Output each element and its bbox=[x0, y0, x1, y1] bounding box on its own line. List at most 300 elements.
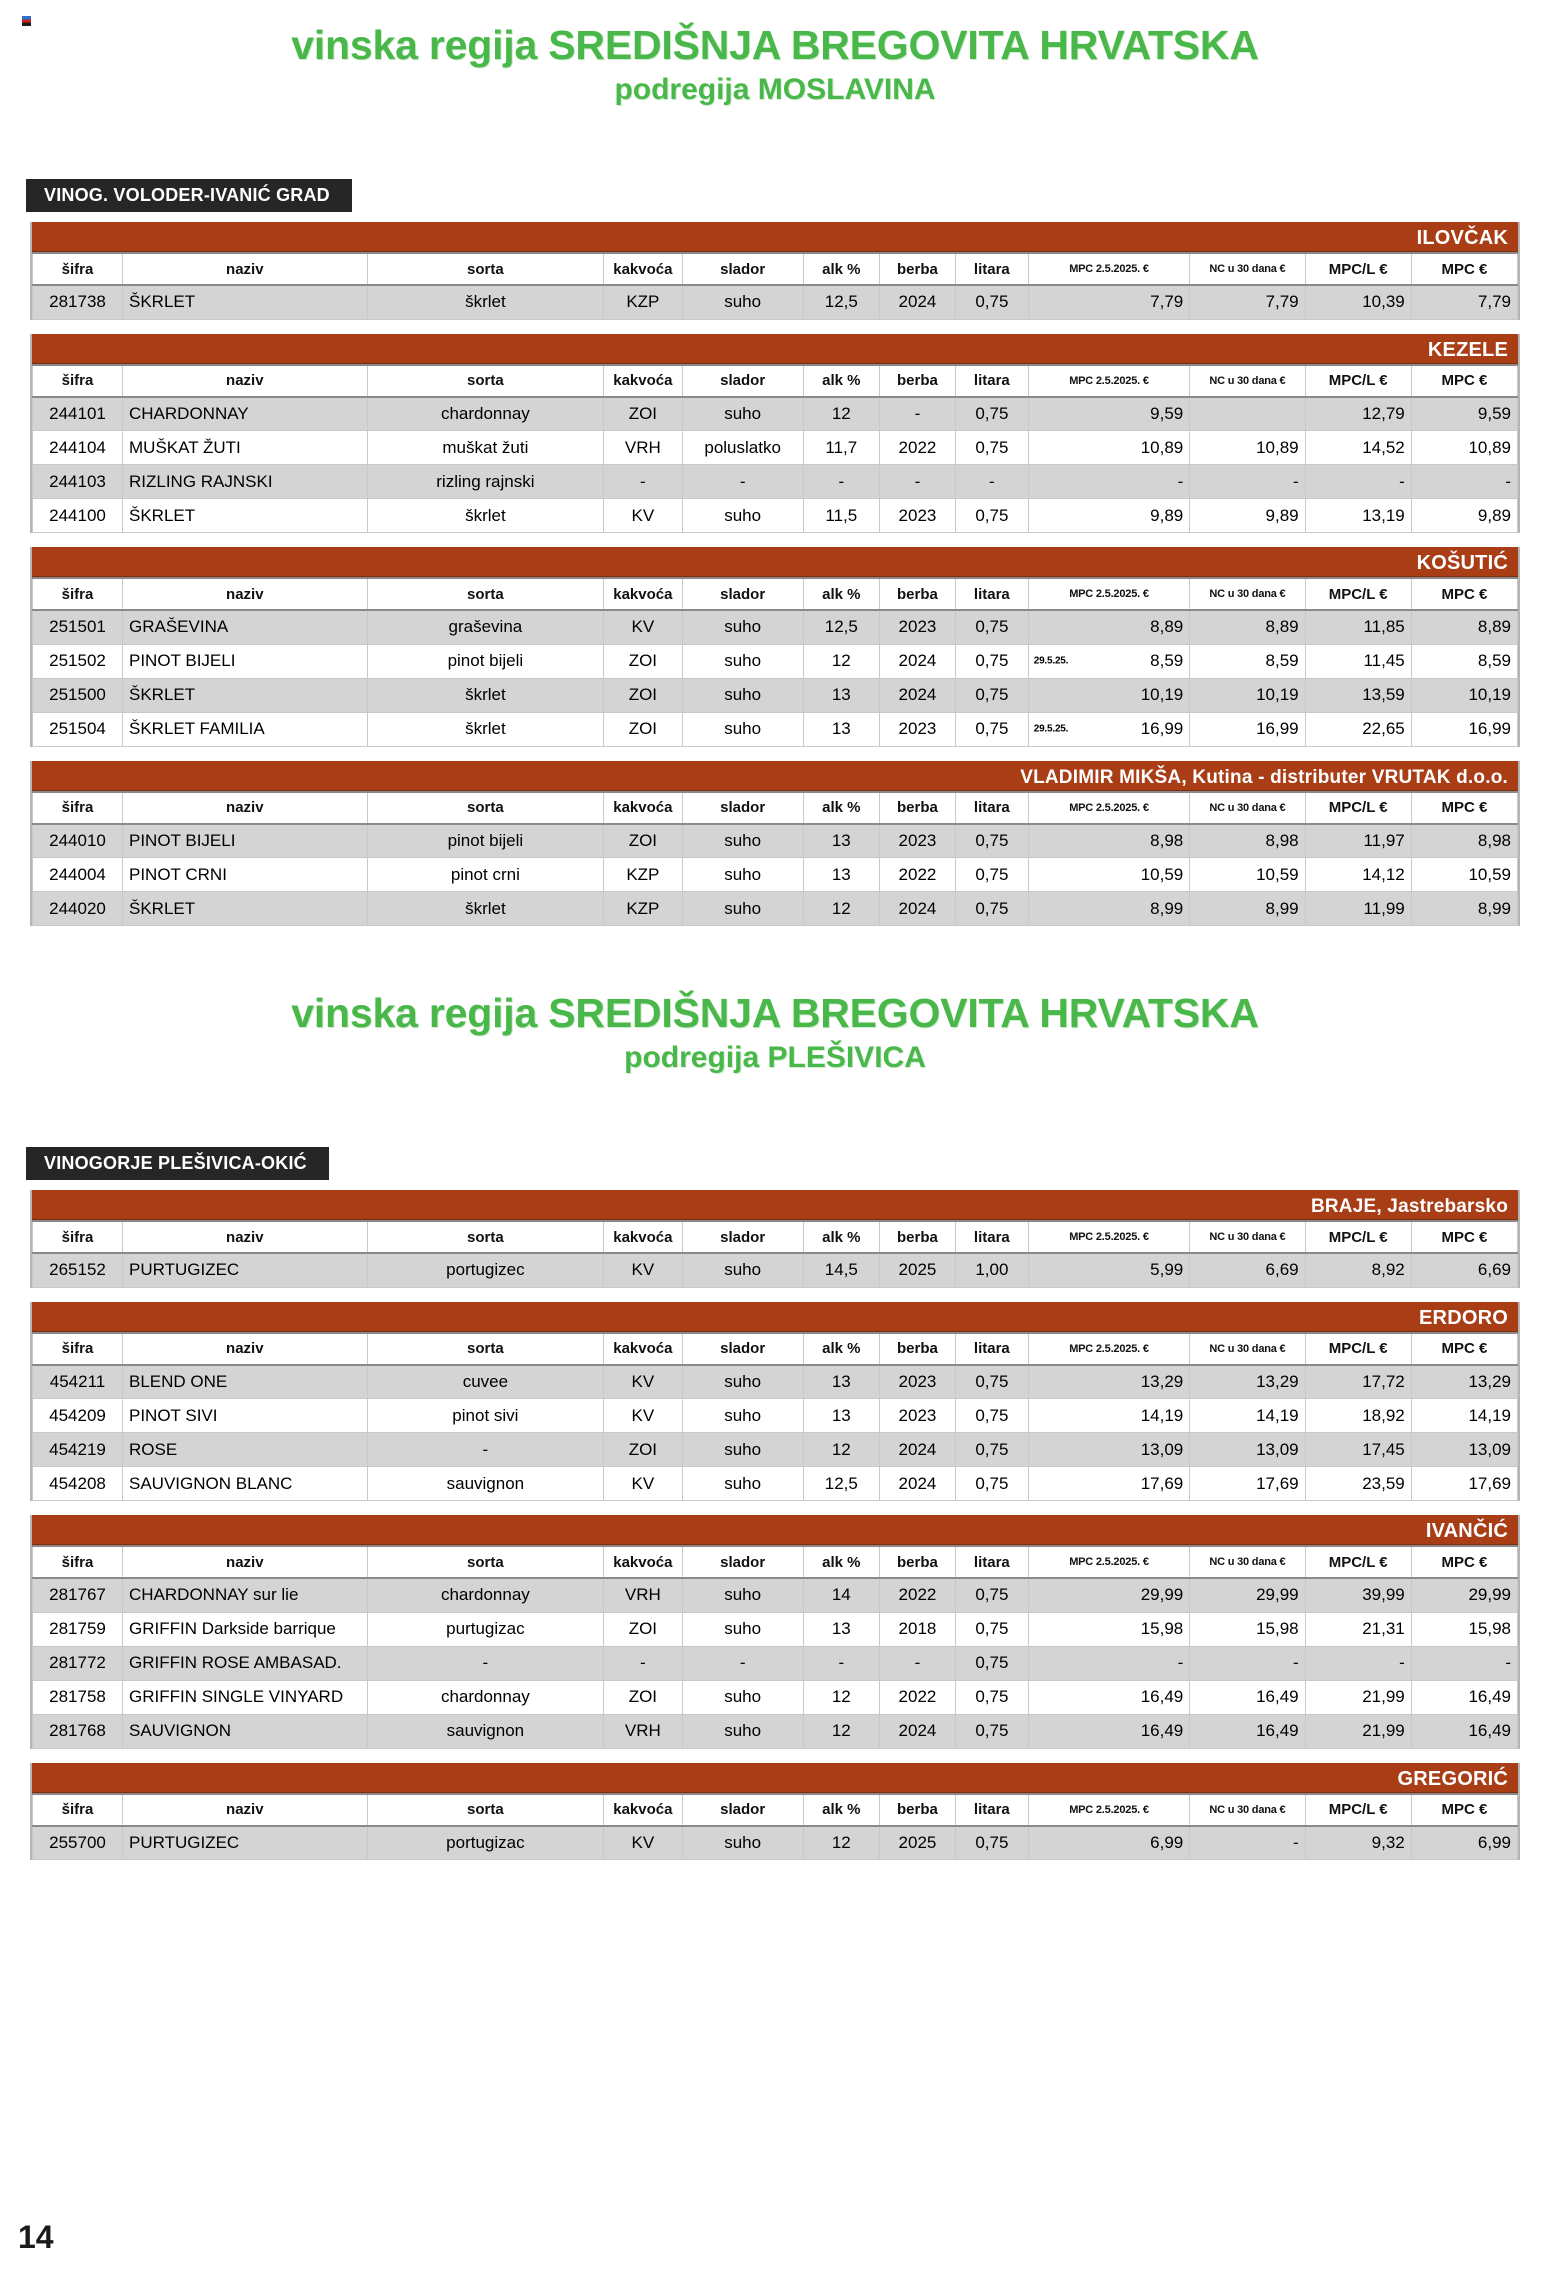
cell-nc-30: 29,99 bbox=[1190, 1578, 1305, 1612]
cell-kakvoca: KV bbox=[604, 1467, 682, 1501]
cell-berba: 2023 bbox=[879, 610, 955, 644]
column-header-5: alk % bbox=[803, 792, 879, 824]
cell-sifra: 454219 bbox=[33, 1433, 123, 1467]
column-header-4: slador bbox=[682, 1221, 803, 1253]
cell-sifra: 281767 bbox=[33, 1578, 123, 1612]
cell-litara: 0,75 bbox=[956, 1646, 1029, 1680]
cell-berba: 2025 bbox=[879, 1826, 955, 1860]
cell-litara: 0,75 bbox=[956, 610, 1029, 644]
cell-sifra: 244103 bbox=[33, 465, 123, 499]
cell-naziv: PINOT SIVI bbox=[123, 1399, 368, 1433]
column-header-9: NC u 30 dana € bbox=[1190, 253, 1305, 285]
cell-sorta: chardonnay bbox=[367, 1578, 604, 1612]
column-header-8: MPC 2.5.2025. € bbox=[1028, 1794, 1190, 1826]
cell-mpc-date: 7,79 bbox=[1028, 285, 1190, 319]
cell-berba: 2023 bbox=[879, 1399, 955, 1433]
cell-sorta: - bbox=[367, 1646, 604, 1680]
cell-mpc-date: 10,19 bbox=[1028, 678, 1190, 712]
cell-naziv: SAUVIGNON bbox=[123, 1714, 368, 1748]
cell-mpc-per-liter: - bbox=[1305, 1646, 1411, 1680]
cell-litara: 0,75 bbox=[956, 1578, 1029, 1612]
cell-berba: 2022 bbox=[879, 1680, 955, 1714]
cell-mpc-per-liter: 11,99 bbox=[1305, 892, 1411, 926]
column-header-8: MPC 2.5.2025. € bbox=[1028, 1333, 1190, 1365]
cell-naziv: PINOT BIJELI bbox=[123, 824, 368, 858]
column-header-7: litara bbox=[956, 1546, 1029, 1578]
cell-kakvoca: KZP bbox=[604, 858, 682, 892]
table-row bbox=[33, 610, 1518, 644]
table-row bbox=[33, 1612, 1518, 1646]
column-header-9: NC u 30 dana € bbox=[1190, 578, 1305, 610]
cell-slador: - bbox=[682, 465, 803, 499]
cell-mpc-per-liter: 12,79 bbox=[1305, 397, 1411, 431]
table-row bbox=[33, 285, 1518, 319]
cell-kakvoca: VRH bbox=[604, 1714, 682, 1748]
cell-sifra: 281758 bbox=[33, 1680, 123, 1714]
cell-mpc-per-liter: 17,45 bbox=[1305, 1433, 1411, 1467]
cell-alk: 12 bbox=[803, 397, 879, 431]
producer-block bbox=[30, 547, 1520, 747]
cell-slador: suho bbox=[682, 610, 803, 644]
wine-table bbox=[32, 1332, 1518, 1502]
cell-mpc-date bbox=[1028, 712, 1190, 746]
cell-mpc: 16,49 bbox=[1411, 1680, 1517, 1714]
cell-kakvoca: KV bbox=[604, 610, 682, 644]
wine-table bbox=[32, 577, 1518, 747]
cell-sifra: 255700 bbox=[33, 1826, 123, 1860]
column-header-1: naziv bbox=[123, 792, 368, 824]
cell-naziv: ŠKRLET FAMILIA bbox=[123, 712, 368, 746]
cell-kakvoca: - bbox=[604, 465, 682, 499]
column-header-3: kakvoća bbox=[604, 1546, 682, 1578]
column-header-7: litara bbox=[956, 1333, 1029, 1365]
cell-mpc-per-liter: 11,97 bbox=[1305, 824, 1411, 858]
cell-mpc-date: 5,99 bbox=[1028, 1253, 1190, 1287]
cell-berba: 2023 bbox=[879, 1365, 955, 1399]
region-heading bbox=[0, 0, 1550, 107]
cell-sorta: škrlet bbox=[367, 499, 604, 533]
region-title bbox=[0, 24, 1550, 67]
column-header-0: šifra bbox=[33, 365, 123, 397]
cell-alk: 12 bbox=[803, 644, 879, 678]
cell-sifra: 244004 bbox=[33, 858, 123, 892]
cell-kakvoca: KZP bbox=[604, 285, 682, 319]
cell-naziv: ROSE bbox=[123, 1433, 368, 1467]
cell-sifra: 251504 bbox=[33, 712, 123, 746]
cell-litara: 0,75 bbox=[956, 1399, 1029, 1433]
region-title bbox=[0, 992, 1550, 1035]
cell-berba: 2024 bbox=[879, 678, 955, 712]
producer-band bbox=[32, 1763, 1518, 1793]
cell-litara: 0,75 bbox=[956, 431, 1029, 465]
cell-berba: - bbox=[879, 1646, 955, 1680]
table-row bbox=[33, 892, 1518, 926]
column-header-4: slador bbox=[682, 253, 803, 285]
cell-mpc: 6,69 bbox=[1411, 1253, 1517, 1287]
cell-slador: poluslatko bbox=[682, 431, 803, 465]
column-header-9: NC u 30 dana € bbox=[1190, 1794, 1305, 1826]
cell-slador: suho bbox=[682, 1253, 803, 1287]
column-header-4: slador bbox=[682, 365, 803, 397]
cell-mpc-per-liter: 39,99 bbox=[1305, 1578, 1411, 1612]
wine-table bbox=[32, 1545, 1518, 1749]
cell-berba: - bbox=[879, 397, 955, 431]
cell-naziv: GRIFFIN SINGLE VINYARD bbox=[123, 1680, 368, 1714]
cell-naziv: PINOT CRNI bbox=[123, 858, 368, 892]
table-header-row bbox=[33, 253, 1518, 285]
cell-slador: suho bbox=[682, 1714, 803, 1748]
producer-block bbox=[30, 1515, 1520, 1749]
table-header-row bbox=[33, 365, 1518, 397]
cell-mpc-per-liter: 13,59 bbox=[1305, 678, 1411, 712]
cell-mpc-per-liter: 11,45 bbox=[1305, 644, 1411, 678]
column-header-0: šifra bbox=[33, 1221, 123, 1253]
table-row bbox=[33, 1399, 1518, 1433]
cell-mpc: 9,59 bbox=[1411, 397, 1517, 431]
column-header-0: šifra bbox=[33, 1333, 123, 1365]
table-header-row bbox=[33, 1794, 1518, 1826]
column-header-5: alk % bbox=[803, 1794, 879, 1826]
cell-naziv: ŠKRLET bbox=[123, 285, 368, 319]
cell-litara: 0,75 bbox=[956, 1612, 1029, 1646]
cell-alk: 13 bbox=[803, 824, 879, 858]
column-header-9: NC u 30 dana € bbox=[1190, 1333, 1305, 1365]
producer-name: IVANČIĆ bbox=[1425, 1520, 1508, 1543]
producer-name: GREGORIĆ bbox=[1397, 1767, 1508, 1790]
vertical-spacer bbox=[0, 107, 1550, 179]
column-header-6: berba bbox=[879, 1221, 955, 1253]
table-row bbox=[33, 499, 1518, 533]
cell-mpc-per-liter: 9,32 bbox=[1305, 1826, 1411, 1860]
cell-litara: 0,75 bbox=[956, 858, 1029, 892]
cell-litara: 0,75 bbox=[956, 285, 1029, 319]
wine-table bbox=[32, 791, 1518, 927]
column-header-7: litara bbox=[956, 792, 1029, 824]
table-header-row bbox=[33, 1333, 1518, 1365]
cell-mpc-date: 16,49 bbox=[1028, 1680, 1190, 1714]
cell-alk: 12 bbox=[803, 1826, 879, 1860]
cell-sifra: 281772 bbox=[33, 1646, 123, 1680]
column-header-0: šifra bbox=[33, 578, 123, 610]
cell-slador: suho bbox=[682, 1433, 803, 1467]
cell-mpc-date: 16,49 bbox=[1028, 1714, 1190, 1748]
cell-kakvoca: ZOI bbox=[604, 824, 682, 858]
cell-litara: - bbox=[956, 465, 1029, 499]
cell-litara: 0,75 bbox=[956, 1680, 1029, 1714]
cell-litara: 0,75 bbox=[956, 1365, 1029, 1399]
column-header-4: slador bbox=[682, 1546, 803, 1578]
column-header-2: sorta bbox=[367, 253, 604, 285]
cell-sifra: 244101 bbox=[33, 397, 123, 431]
cell-mpc: 17,69 bbox=[1411, 1467, 1517, 1501]
table-row bbox=[33, 678, 1518, 712]
cell-berba: 2022 bbox=[879, 858, 955, 892]
vinogorje-tab: VINOG. VOLODER-IVANIĆ GRAD bbox=[26, 179, 352, 212]
cell-naziv: PURTUGIZEC bbox=[123, 1253, 368, 1287]
column-header-4: slador bbox=[682, 1794, 803, 1826]
column-header-10: MPC/L € bbox=[1305, 792, 1411, 824]
column-header-3: kakvoća bbox=[604, 1333, 682, 1365]
cell-alk: 13 bbox=[803, 712, 879, 746]
column-header-0: šifra bbox=[33, 1794, 123, 1826]
cell-kakvoca: - bbox=[604, 1646, 682, 1680]
producer-name: VLADIMIR MIKŠA, Kutina - distributer VRUTAK d.o.o. bbox=[1020, 766, 1508, 788]
column-header-1: naziv bbox=[123, 253, 368, 285]
column-header-8: MPC 2.5.2025. € bbox=[1028, 253, 1190, 285]
cell-nc-30: - bbox=[1190, 465, 1305, 499]
cell-berba: 2022 bbox=[879, 1578, 955, 1612]
column-header-5: alk % bbox=[803, 1221, 879, 1253]
cell-alk: 12 bbox=[803, 1680, 879, 1714]
cell-berba: 2024 bbox=[879, 285, 955, 319]
cell-alk: 12 bbox=[803, 892, 879, 926]
cell-mpc: 16,99 bbox=[1411, 712, 1517, 746]
cell-mpc: 16,49 bbox=[1411, 1714, 1517, 1748]
column-header-7: litara bbox=[956, 1794, 1029, 1826]
column-header-10: MPC/L € bbox=[1305, 365, 1411, 397]
cell-berba: 2022 bbox=[879, 431, 955, 465]
column-header-2: sorta bbox=[367, 365, 604, 397]
cell-nc-30: 17,69 bbox=[1190, 1467, 1305, 1501]
cell-naziv: RIZLING RAJNSKI bbox=[123, 465, 368, 499]
cell-sifra: 281768 bbox=[33, 1714, 123, 1748]
cell-kakvoca: KV bbox=[604, 1826, 682, 1860]
cell-naziv: GRIFFIN Darkside barrique bbox=[123, 1612, 368, 1646]
mpc-date-value: 8,59 bbox=[1150, 651, 1184, 671]
cell-sorta: - bbox=[367, 1433, 604, 1467]
cell-mpc-per-liter: 18,92 bbox=[1305, 1399, 1411, 1433]
cell-slador: suho bbox=[682, 1578, 803, 1612]
table-row bbox=[33, 858, 1518, 892]
cell-sifra: 281759 bbox=[33, 1612, 123, 1646]
cell-mpc: 14,19 bbox=[1411, 1399, 1517, 1433]
cell-mpc-per-liter: - bbox=[1305, 465, 1411, 499]
cell-kakvoca: KV bbox=[604, 1253, 682, 1287]
table-row bbox=[33, 1714, 1518, 1748]
table-row bbox=[33, 431, 1518, 465]
cell-slador: - bbox=[682, 1646, 803, 1680]
table-row bbox=[33, 1253, 1518, 1287]
cell-sifra: 244010 bbox=[33, 824, 123, 858]
cell-nc-30: 8,89 bbox=[1190, 610, 1305, 644]
cell-slador: suho bbox=[682, 1826, 803, 1860]
column-header-6: berba bbox=[879, 253, 955, 285]
column-header-1: naziv bbox=[123, 578, 368, 610]
cell-sorta: pinot sivi bbox=[367, 1399, 604, 1433]
table-row bbox=[33, 465, 1518, 499]
producer-band bbox=[32, 222, 1518, 252]
cell-mpc-date: 10,89 bbox=[1028, 431, 1190, 465]
column-header-9: NC u 30 dana € bbox=[1190, 1546, 1305, 1578]
cell-sorta: škrlet bbox=[367, 892, 604, 926]
cell-naziv: ŠKRLET bbox=[123, 678, 368, 712]
producer-band bbox=[32, 1302, 1518, 1332]
column-header-6: berba bbox=[879, 365, 955, 397]
cell-naziv: SAUVIGNON BLANC bbox=[123, 1467, 368, 1501]
cell-berba: 2023 bbox=[879, 499, 955, 533]
cell-naziv: MUŠKAT ŽUTI bbox=[123, 431, 368, 465]
cell-sorta: cuvee bbox=[367, 1365, 604, 1399]
producer-block bbox=[30, 1302, 1520, 1502]
producer-name: ERDORO bbox=[1419, 1306, 1508, 1329]
column-header-0: šifra bbox=[33, 253, 123, 285]
column-header-3: kakvoća bbox=[604, 792, 682, 824]
cell-berba: 2024 bbox=[879, 644, 955, 678]
column-header-5: alk % bbox=[803, 1546, 879, 1578]
cell-sorta: purtugizac bbox=[367, 1612, 604, 1646]
table-row bbox=[33, 1578, 1518, 1612]
cell-naziv: PURTUGIZEC bbox=[123, 1826, 368, 1860]
cell-kakvoca: ZOI bbox=[604, 712, 682, 746]
column-header-0: šifra bbox=[33, 1546, 123, 1578]
column-header-11: MPC € bbox=[1411, 1221, 1517, 1253]
region-heading bbox=[0, 940, 1550, 1075]
table-header-row bbox=[33, 792, 1518, 824]
cell-nc-30 bbox=[1190, 397, 1305, 431]
cell-litara: 0,75 bbox=[956, 397, 1029, 431]
producer-block bbox=[30, 1190, 1520, 1288]
cell-nc-30: 8,98 bbox=[1190, 824, 1305, 858]
column-header-7: litara bbox=[956, 1221, 1029, 1253]
column-header-6: berba bbox=[879, 792, 955, 824]
cell-mpc: 10,19 bbox=[1411, 678, 1517, 712]
cell-alk: - bbox=[803, 1646, 879, 1680]
cell-litara: 0,75 bbox=[956, 678, 1029, 712]
cell-sorta: pinot crni bbox=[367, 858, 604, 892]
cell-alk: - bbox=[803, 465, 879, 499]
column-header-7: litara bbox=[956, 365, 1029, 397]
cell-litara: 0,75 bbox=[956, 644, 1029, 678]
column-header-10: MPC/L € bbox=[1305, 1546, 1411, 1578]
table-header-row bbox=[33, 578, 1518, 610]
column-header-11: MPC € bbox=[1411, 578, 1517, 610]
column-header-4: slador bbox=[682, 578, 803, 610]
column-header-2: sorta bbox=[367, 1546, 604, 1578]
cell-sifra: 251500 bbox=[33, 678, 123, 712]
producer-name: ILOVČAK bbox=[1416, 227, 1508, 250]
cell-sorta: sauvignon bbox=[367, 1467, 604, 1501]
column-header-6: berba bbox=[879, 1546, 955, 1578]
column-header-1: naziv bbox=[123, 1221, 368, 1253]
cell-naziv: ŠKRLET bbox=[123, 499, 368, 533]
cell-sorta: chardonnay bbox=[367, 1680, 604, 1714]
cell-sifra: 454211 bbox=[33, 1365, 123, 1399]
column-header-1: naziv bbox=[123, 1546, 368, 1578]
column-header-11: MPC € bbox=[1411, 365, 1517, 397]
cell-sifra: 251502 bbox=[33, 644, 123, 678]
cell-slador: suho bbox=[682, 285, 803, 319]
column-header-11: MPC € bbox=[1411, 1794, 1517, 1826]
table-header-row bbox=[33, 1546, 1518, 1578]
cell-nc-30: 6,69 bbox=[1190, 1253, 1305, 1287]
cell-nc-30: 16,49 bbox=[1190, 1680, 1305, 1714]
cell-nc-30: 7,79 bbox=[1190, 285, 1305, 319]
cell-berba: - bbox=[879, 465, 955, 499]
column-header-6: berba bbox=[879, 1333, 955, 1365]
column-header-7: litara bbox=[956, 578, 1029, 610]
cell-sifra: 244020 bbox=[33, 892, 123, 926]
cell-alk: 13 bbox=[803, 1365, 879, 1399]
column-header-10: MPC/L € bbox=[1305, 1794, 1411, 1826]
cell-slador: suho bbox=[682, 678, 803, 712]
cell-mpc-date: - bbox=[1028, 1646, 1190, 1680]
cell-mpc-date: 9,89 bbox=[1028, 499, 1190, 533]
column-header-1: naziv bbox=[123, 1333, 368, 1365]
column-header-8: MPC 2.5.2025. € bbox=[1028, 1221, 1190, 1253]
cell-litara: 0,75 bbox=[956, 1826, 1029, 1860]
cell-nc-30: 10,19 bbox=[1190, 678, 1305, 712]
column-header-2: sorta bbox=[367, 792, 604, 824]
producer-band bbox=[32, 547, 1518, 577]
cell-naziv: CHARDONNAY bbox=[123, 397, 368, 431]
cell-alk: 12,5 bbox=[803, 1467, 879, 1501]
cell-mpc: 13,09 bbox=[1411, 1433, 1517, 1467]
column-header-2: sorta bbox=[367, 1333, 604, 1365]
column-header-4: slador bbox=[682, 792, 803, 824]
subregion-title: podregija PLEŠIVICA bbox=[624, 1041, 926, 1075]
cell-sifra: 454209 bbox=[33, 1399, 123, 1433]
cell-slador: suho bbox=[682, 397, 803, 431]
cell-sifra: 244100 bbox=[33, 499, 123, 533]
producer-band bbox=[32, 334, 1518, 364]
producer-band bbox=[32, 1190, 1518, 1220]
cell-mpc-per-liter: 23,59 bbox=[1305, 1467, 1411, 1501]
producer-name: KEZELE bbox=[1427, 338, 1508, 361]
cell-sifra: 244104 bbox=[33, 431, 123, 465]
column-header-6: berba bbox=[879, 578, 955, 610]
column-header-8: MPC 2.5.2025. € bbox=[1028, 1546, 1190, 1578]
cell-sorta: muškat žuti bbox=[367, 431, 604, 465]
cell-mpc: 8,89 bbox=[1411, 610, 1517, 644]
column-header-1: naziv bbox=[123, 1794, 368, 1826]
column-header-2: sorta bbox=[367, 578, 604, 610]
column-header-3: kakvoća bbox=[604, 365, 682, 397]
cell-kakvoca: ZOI bbox=[604, 678, 682, 712]
cell-sorta: rizling rajnski bbox=[367, 465, 604, 499]
cell-mpc-date: 8,98 bbox=[1028, 824, 1190, 858]
cell-litara: 0,75 bbox=[956, 892, 1029, 926]
cell-nc-30: 13,09 bbox=[1190, 1433, 1305, 1467]
producer-block bbox=[30, 1763, 1520, 1861]
wine-table bbox=[32, 364, 1518, 534]
cell-nc-30: 16,49 bbox=[1190, 1714, 1305, 1748]
cell-slador: suho bbox=[682, 1467, 803, 1501]
cell-kakvoca: KZP bbox=[604, 892, 682, 926]
producer-block bbox=[30, 761, 1520, 927]
page-number: 14 bbox=[18, 2219, 54, 2255]
cell-mpc: 10,59 bbox=[1411, 858, 1517, 892]
cell-nc-30: 8,59 bbox=[1190, 644, 1305, 678]
column-header-3: kakvoća bbox=[604, 578, 682, 610]
table-row bbox=[33, 1680, 1518, 1714]
cell-mpc-per-liter: 17,72 bbox=[1305, 1365, 1411, 1399]
column-header-9: NC u 30 dana € bbox=[1190, 792, 1305, 824]
cell-mpc-per-liter: 21,99 bbox=[1305, 1714, 1411, 1748]
cell-mpc: - bbox=[1411, 1646, 1517, 1680]
cell-alk: 14,5 bbox=[803, 1253, 879, 1287]
cell-mpc-per-liter: 21,31 bbox=[1305, 1612, 1411, 1646]
cell-sorta: portugizac bbox=[367, 1826, 604, 1860]
cell-sorta: pinot bijeli bbox=[367, 824, 604, 858]
cell-alk: 14 bbox=[803, 1578, 879, 1612]
cell-nc-30: 15,98 bbox=[1190, 1612, 1305, 1646]
cell-mpc-date: 14,19 bbox=[1028, 1399, 1190, 1433]
column-header-3: kakvoća bbox=[604, 1221, 682, 1253]
cell-mpc: 10,89 bbox=[1411, 431, 1517, 465]
cell-naziv: PINOT BIJELI bbox=[123, 644, 368, 678]
cell-slador: suho bbox=[682, 858, 803, 892]
cell-mpc-date: 13,09 bbox=[1028, 1433, 1190, 1467]
